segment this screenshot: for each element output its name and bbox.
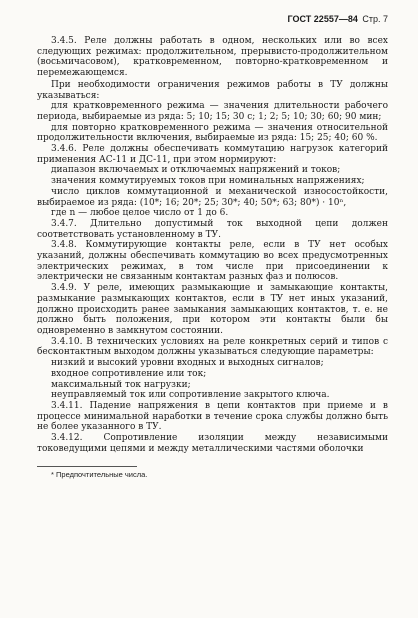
page-number: Стр. 7 [362,14,388,24]
paragraph-durability-cycles: число циклов коммутационной и механической износостойкости, выбираемое из ряда: (10*; 16; 20*; 25; 30*; 40; 50*; 63; 80*) · 10ⁿ, [37,186,388,208]
paragraph-signal-levels: низкий и высокий уровни входных и выходных сигналов; [51,358,324,369]
footnote [37,470,388,479]
page-header [37,14,388,24]
clause-3-4-5: 3.4.5. Реле должны работать в одном, нескольких или во всех следующих режимах: продолжительном, прерывисто-продолжительном (восьмичасовом), кратковременном, повторно-кратковременном и перемежающемся. [37,36,388,79]
footnote-text: * Предпочтительные числа. [51,470,148,480]
clause-3-4-9: 3.4.9. У реле, имеющих размыкающие и замыкающие контакты, размыкание размыкающих контактов, если в ТУ нет иных указаний, должно происходить ранее замыкания замыкающих контактов, т. е. не должно быть положения, при котором эти контакты были бы одновременно в замкнутом состоянии. [37,283,388,336]
paragraph-max-load-current: максимальный ток нагрузки; [51,379,191,390]
paragraph-short-time-mode: для кратковременного режима — значения длительности рабочего периода, выбираемые из ряда: 5; 10; 15; 30 с; 1; 2; 5; 10; 30; 60; 90 мин; [37,101,388,122]
clause-3-4-11: 3.4.11. Падение напряжения в цепи контактов при приеме и в процессе минимальной наработки в течение срока службы должно быть не более указанного в ТУ. [37,400,388,433]
clause-3-4-7: 3.4.7. Длительно допустимый ток выходной цепи должен соответствовать установленному в ТУ. [37,218,388,240]
paragraph-voltage-range: диапазон включаемых и отключаемых напряжений и токов; [51,165,341,176]
paragraph-input-impedance: входное сопротивление или ток; [51,368,207,379]
standard-number: ГОСТ 22557—84 [287,14,358,24]
clause-3-4-6: 3.4.6. Реле должны обеспечивать коммутацию нагрузок категорий применения АС-11 и ДС-11, при этом нормируют: [37,144,388,165]
clause-3-4-8: 3.4.8. Коммутирующие контакты реле, если в ТУ нет особых указаний, должны обеспечивать коммутацию во всех предусмотренных электрических режимах, в том числе при присоединении к электрически не связанным контактам разных фаз и полюсов. [37,240,388,283]
document-body [37,36,388,454]
paragraph-modes-intro: При необходимости ограничения режимов работы в ТУ должны указываться: [37,79,388,101]
clause-3-4-10: 3.4.10. В технических условиях на реле конкретных серий и типов с бесконтактным выходом должны указываться следующие параметры: [37,336,388,358]
paragraph-exponent-note: где n — любое целое число от 1 до 6. [51,208,229,219]
paragraph-intermittent-mode: для повторно кратковременного режима — значения относительной продолжительности включения, выбираемые из ряда: 15; 25; 40; 60 %. [37,122,388,144]
paragraph-switched-currents: значения коммутируемых токов при номинальных напряжениях; [51,176,365,187]
paragraph-leakage-current: неуправляемый ток или сопротивление закрытого ключа. [51,390,330,401]
clause-3-4-12: 3.4.12. Сопротивление изоляции между независимыми токоведущими цепями и между металлическими частями оболочки [37,433,388,454]
footnote-divider [37,466,137,467]
